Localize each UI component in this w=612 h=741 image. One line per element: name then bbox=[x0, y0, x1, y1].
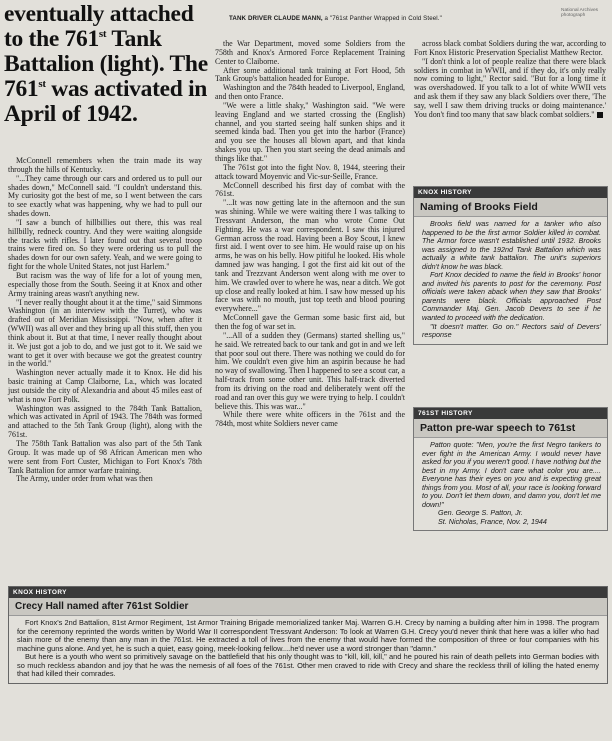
headline-text: 761 bbox=[4, 76, 39, 102]
paragraph: across black combat Soldiers during the war, according to Fort Knox Historic Preservation Specialist Matthew Rector. bbox=[414, 39, 606, 57]
paragraph: But here is a youth who went so primitively savage on the battlefield that his only thought was to "kill, kill, kill," and he poured his rain of death pellets into German bodies with so much reckless abandon and joy that he was the nemesis of all foes of the 761st. Other men craved to ride with Crecy and share the reckless thrill of killing the hated enemy that had killed their comrades. bbox=[17, 652, 599, 678]
paragraph: McConnell remembers when the train made its way through the hills of Kentucky. bbox=[8, 156, 202, 174]
paragraph: "...It was now getting late in the afternoon and the sun was shining. While we were waiting there I was talking to Tressvant Anderson, the man who wrote Come Out Fighting. He was a war correspondent. I saw this injured German across the road. Having been a Boy Scout, I knew first aid. I went over to see him. He would raise up on his arms, he was on his belly. How pitiful he looked. His whole damned jaw was hanging. I got the first aid kit out of the tank and Trezzvant Anderson went along with me over to him. We crawled over to where he was, near a ditch. We got up close and really looked at him. I saw how messed up his face was with no mouth, just top teeth and blood pouring everywhere..." bbox=[215, 198, 405, 314]
article-column-1 bbox=[8, 157, 202, 484]
section-label: KNOX HISTORY bbox=[414, 187, 607, 198]
sidebar-body bbox=[414, 217, 607, 344]
paragraph: While there were white officers in the 761st and the 784th, most white Soldiers never came bbox=[215, 410, 405, 429]
paragraph: "...They came through our cars and ordered us to pull our shades down," McConnell said. "I couldn't understand this. My curiosity got the best of me, so I went between the cars to see exactly what was happening, why we had to pull our shades down. bbox=[8, 173, 202, 219]
paragraph: The 758th Tank Battalion was also part of the 5th Tank Group. It was made up of 98 African American men who were sent from Fort Custer, Michigan to Fort Knox's 78th Tank Battalion for armor warfare training. bbox=[8, 439, 202, 475]
paragraph: The Army, under order from what was then bbox=[16, 474, 153, 484]
photo-credit: National Archives photograph bbox=[561, 8, 599, 18]
paragraph: After some additional tank training at Fort Hood, 5th Tank Group's battalion headed for Europe. bbox=[215, 65, 405, 84]
paragraph: Patton quote: "Men, you're the first Negro tankers to ever fight in the American Army. I would never have asked for you if you weren't good. I have nothing but the best in my Army. I don't care what color you are.... Everyone has their eyes on you and is expecting great things from you. Most of all, your race is looking forward to you. Don't let them down, and damn you, don't let me down!" bbox=[422, 440, 601, 509]
section-label: KNOX HISTORY bbox=[9, 587, 607, 598]
paragraph: Brooks field was named for a tanker who also happened to be the first armor Soldier killed in combat. The Armor force wasn't established until 1932. Brooks was assigned to the 192nd Tank Battalion which was actually a white tank battalion. The unit's superiors didn't know he was black. bbox=[422, 219, 601, 271]
sidebar-brooks-field bbox=[413, 186, 608, 345]
paragraph: "I never really thought about it at the time," said Simmons Washington (in an interview with the Turret), who was drafted out of Meridian Mississippi. "Now, when after it (WWII) was all over and they bring up all this stuff, then you think about it. But at that time, I never really thought about it. We just got a job to do, and we just got to it. We said we want to get it over with because we got the greatest country in the world." bbox=[8, 297, 202, 369]
paragraph: "It doesn't matter. Go on." Rectors said of Devers' response bbox=[422, 321, 601, 340]
paragraph: Washington was assigned to the 784th Tank Battalion, which was activated in April of 1943. The 784th was formed and attached to the 5th Tank Group (light), along with the 761st. bbox=[8, 403, 202, 440]
sidebar-crecy-hall bbox=[8, 586, 608, 684]
paragraph: "...All of a sudden they (Germans) started shelling us," he said. We retreated back to our tank and got in and we left that poor soul out there. There was nothing we could do for him. We couldn't even give him an aspirin because he had no way of swallowing. Then I happened to see a scout car, a half-track from some other unit. This half-track diverted from its driving on the road and deliberately went off the road and ran over this guy we were trying to help. I couldn't believe this. This was war..." bbox=[215, 330, 405, 411]
paragraph: McConnell described his first day of combat with the 761st. bbox=[215, 180, 405, 199]
paragraph: Washington and the 784th headed to Liverpool, England, and then onto France. bbox=[215, 83, 405, 102]
caption-text: a "761st Panther Wrapped in Cold Steel." bbox=[322, 15, 442, 22]
caption-name: TANK DRIVER CLAUDE MANN, bbox=[229, 15, 323, 22]
headline-line-4 bbox=[4, 77, 216, 102]
paragraph: "We were a little shaky," Washington said. "We were leaving England and we started crossing the (English) channel, and you started seeing half sunken ships and it seemed kinda bad. Then you get into the harbor (France) and you see the houses all blown apart, and that kinda shakes you up. Then you start seeing the dead animals and things like that." bbox=[215, 100, 405, 163]
paragraph: The 761st got into the fight Nov. 8, 1944, steering their attack toward Moyenvic and Vic-sur-Seille, France. bbox=[215, 162, 405, 181]
signature-line: St. Nicholas, France, Nov. 2, 1944 bbox=[438, 516, 547, 526]
sidebar-body bbox=[9, 616, 607, 683]
headline-sup: st bbox=[98, 28, 107, 41]
headline-line-5: April of 1942. bbox=[4, 101, 138, 127]
sidebar-title: Crecy Hall named after 761st Soldier bbox=[9, 598, 607, 616]
headline-line-1: eventually attached bbox=[4, 1, 194, 27]
end-mark-icon bbox=[597, 112, 603, 118]
paragraph: But racism was the way of life for a lot of young men, especially those from the South. Seeing it at Knox and other Army training areas wasn't anything new. bbox=[8, 270, 202, 298]
section-label: 761ST HISTORY bbox=[414, 408, 607, 419]
headline bbox=[4, 2, 216, 127]
signature-line: Gen. George S. Patton, Jr. bbox=[438, 508, 523, 518]
article-column-2 bbox=[215, 40, 405, 429]
paragraph: "I saw a bunch of hillbillies out there, this was real hillbilly, redneck country. And they were waiting alongside the tracks with rifles. I later found out that several troop trains were fired on. So they were ordering us to pull the shades down for our own safety. Yeah, and we were going to fight for the whole United States, not just Harlem." bbox=[8, 217, 202, 272]
headline-text: was activated in bbox=[45, 76, 208, 102]
sidebar-body bbox=[414, 438, 607, 530]
sidebar-title: Naming of Brooks Field bbox=[414, 198, 607, 217]
paragraph: McConnell gave the German some basic first aid, but then the fog of war set in. bbox=[215, 313, 405, 331]
headline-text: Tank bbox=[106, 26, 162, 52]
paragraph: Fort Knox decided to name the field in Brooks' honor and invited his parents to post for the ceremony. Post officials were taken aback when they saw that Brooks' parents were black. Officials approached Post Commander Maj. Gen. Jacob Devers to see if he wanted to proceed with the dedication. bbox=[422, 270, 601, 323]
paragraph: the War Department, moved some Soldiers from the 758th and Knox's Armored Force Replacement Training Center to Claiborne. bbox=[215, 39, 405, 66]
article-column-3 bbox=[414, 40, 606, 120]
headline-text: to the 761 bbox=[4, 26, 99, 52]
headline-sup: st bbox=[38, 78, 46, 91]
sidebar-title: Patton pre-war speech to 761st bbox=[414, 419, 607, 438]
photo-caption bbox=[229, 15, 442, 22]
paragraph: "I don't think a lot of people realize that there were black soldiers in combat in WWII, and if they do, it's only really now coming to light," Rector said. "But for a long time it was overshadowed. If you talk to a lot of white WWII vets and ask them if they saw any black Soldiers over there, 'The say, well I saw them driving trucks or doing maintenance.' You don't find too many that saw black combat soldiers." bbox=[414, 56, 606, 119]
headline-line-3: Battalion (light). The bbox=[4, 51, 208, 77]
headline-line-2 bbox=[4, 27, 216, 52]
paragraph: Fort Knox's 2nd Battalion, 81st Armor Regiment, 1st Armor Training Brigade memorialized tanker Maj. Warren G.H. Crecy by naming a building after him in 1998. The program for the ceremony reprinted the words written by World War II correspondent Tressvant Anderson: To look at Warren G.H. Crecy you'd never think that here was a killer who had slain more of the enemy than any man in the 761st. He extracted a toll of lives from the enemy that would have formed the composition of three or four companies with his machine guns alone. And yet, he is such a quiet, easy going, meek-looking fellow....he'd never use a word stronger than "damn." bbox=[17, 618, 599, 653]
paragraph: Washington never actually made it to Knox. He did his basic training at Camp Claiborne, La., which was located just outside the city of Alexandria and about 45 miles east of what is now Fort Polk. bbox=[8, 368, 202, 404]
sidebar-patton-speech bbox=[413, 407, 608, 531]
